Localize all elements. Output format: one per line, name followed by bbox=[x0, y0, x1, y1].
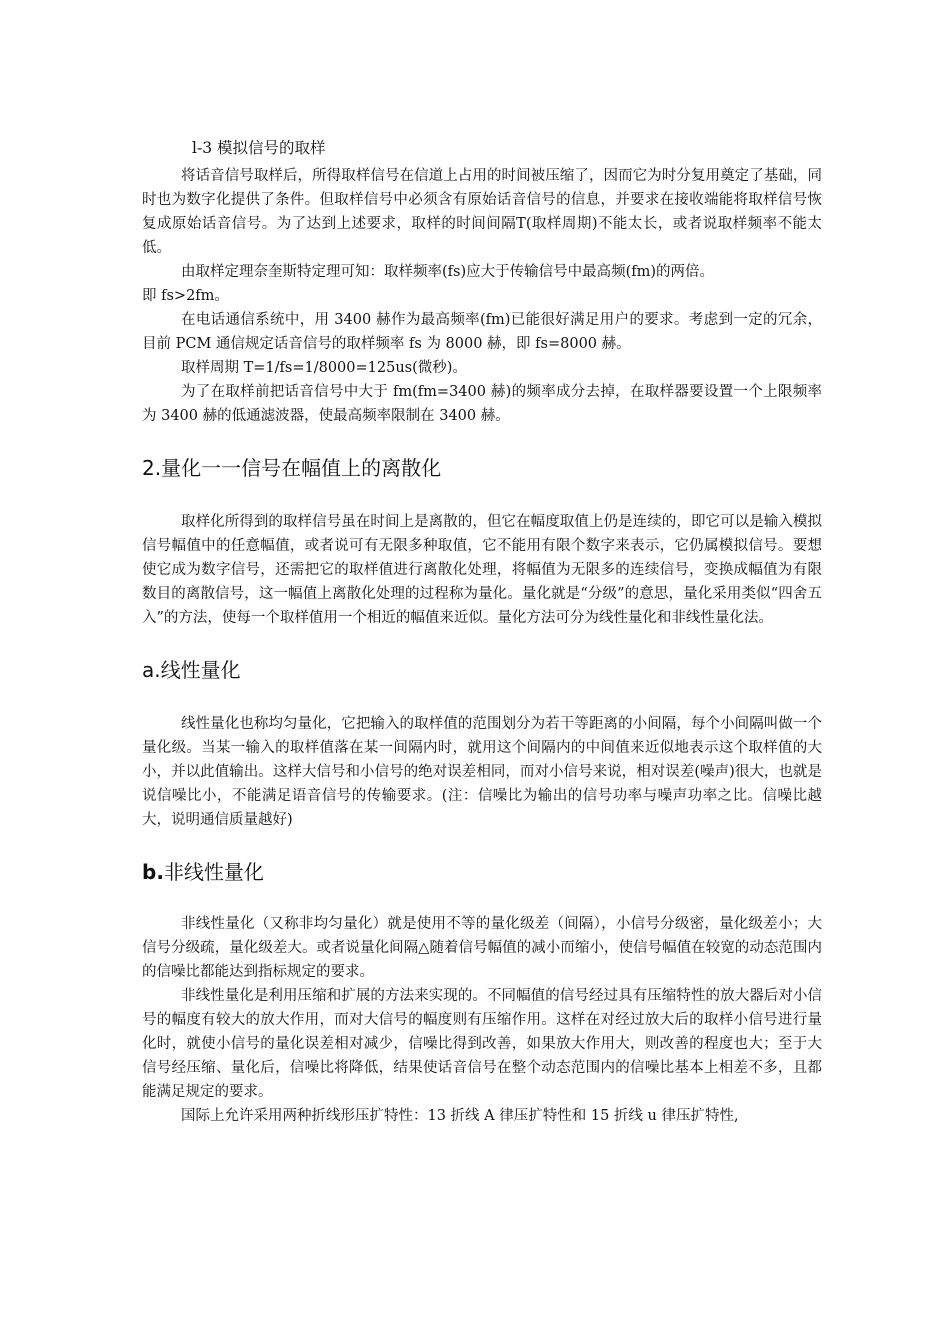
section-1-3-title: l-3 模拟信号的取样 bbox=[192, 139, 326, 157]
paragraph: 取样周期 T=1/fs=1/8000=125us(微秒)。 bbox=[181, 360, 467, 376]
paragraph: 为了在取样前把话音信号中大于 fm(fm=3400 赫)的频率成分去掉，在取样器要设置一个上限频率为 3400 赫的低通滤波器，使最高频率限制在 3400 赫。 bbox=[142, 384, 822, 424]
paragraph: 即 fs>2fm。 bbox=[142, 288, 229, 304]
document-body bbox=[142, 136, 822, 1128]
section-2-heading: 2.量化一一信号在幅值上的离散化 bbox=[142, 456, 442, 480]
section-b-heading-text: 非线性量化 bbox=[163, 860, 264, 884]
paragraph: 国际上允许采用两种折线形压扩特性：13 折线 A 律压扩特性和 15 折线 u 律压扩特性, bbox=[181, 1108, 739, 1124]
paragraph: 线性量化也称均匀量化，它把输入的取样值的范围划分为若干等距离的小间隔，每个小间隔叫做一个量化级。当某一输入的取样值落在某一间隔内时，就用这个间隔内的中间值来近似地表示这个取样值的大小，并以此值输出。这样大信号和小信号的绝对误差相同，而对小信号来说，相对误差(噪声)很大，也就是说信噪比小，不能满足语音信号的传输要求。(注：信噪比为输出的信号功率与噪声功率之比。信噪比越大，说明通信质量越好) bbox=[142, 716, 822, 828]
paragraph: 在电话通信系统中，用 3400 赫作为最高频率(fm)已能很好满足用户的要求。考虑到一定的冗余，目前 PCM 通信规定话音信号的取样频率 fs 为 8000 赫，即 fs=8000 赫。 bbox=[142, 312, 822, 352]
paragraph: 非线性量化是利用压缩和扩展的方法来实现的。不同幅值的信号经过具有压缩特性的放大器后对小信号的幅度有较大的放大作用，而对大信号的幅度则有压缩作用。这样在对经过放大后的取样小信号进行量化时，就使小信号的量化误差相对减少，信噪比得到改善，如果放大作用大，则改善的程度也大；至于大信号经压缩、量化后，信噪比将降低，结果使话音信号在整个动态范围内的信噪比基本上相差不多，且都能满足规定的要求。 bbox=[142, 988, 822, 1100]
paragraph: 取样化所得到的取样信号虽在时间上是离散的，但它在幅度取值上仍是连续的，即它可以是输入模拟信号幅值中的任意幅值，或者说可有无限多种取值，它不能用有限个数字来表示，它仍属模拟信号。要想使它成为数字信号，还需把它的取样值进行离散化处理，将幅值为无限多的连续信号，变换成幅值为有限数目的离散信号，这一幅值上离散化处理的过程称为量化。量化就是“分级”的意思，量化采用类似“四舍五入”的方法，使每一个取样值用一个相近的幅值来近似。量化方法可分为线性量化和非线性量化法。 bbox=[142, 514, 822, 626]
paragraph: 由取样定理奈奎斯特定理可知：取样频率(fs)应大于传输信号中最高频(fm)的两倍。 bbox=[181, 264, 715, 280]
paragraph: 非线性量化（又称非均匀量化）就是使用不等的量化级差（间隔），小信号分级密，量化级差小；大信号分级疏，量化级差大。或者说量化间隔△随着信号幅值的减小而缩小，使信号幅值在较宽的动态范围内的信噪比都能达到指标规定的要求。 bbox=[142, 916, 822, 980]
section-b-heading-prefix: b. bbox=[142, 860, 164, 884]
paragraph: 将话音信号取样后，所得取样信号在信道上占用的时间被压缩了，因而它为时分复用奠定了基础，同时也为数字化提供了条件。但取样信号中必须含有原始话音信号的信息，并要求在接收端能将取样信号恢复成原始话音信号。为了达到上述要求，取样的时间间隔T(取样周期)不能太长，或者说取样频率不能太低。 bbox=[142, 168, 822, 256]
section-b-heading bbox=[142, 858, 822, 886]
section-a-heading: a.线性量化 bbox=[142, 658, 241, 682]
